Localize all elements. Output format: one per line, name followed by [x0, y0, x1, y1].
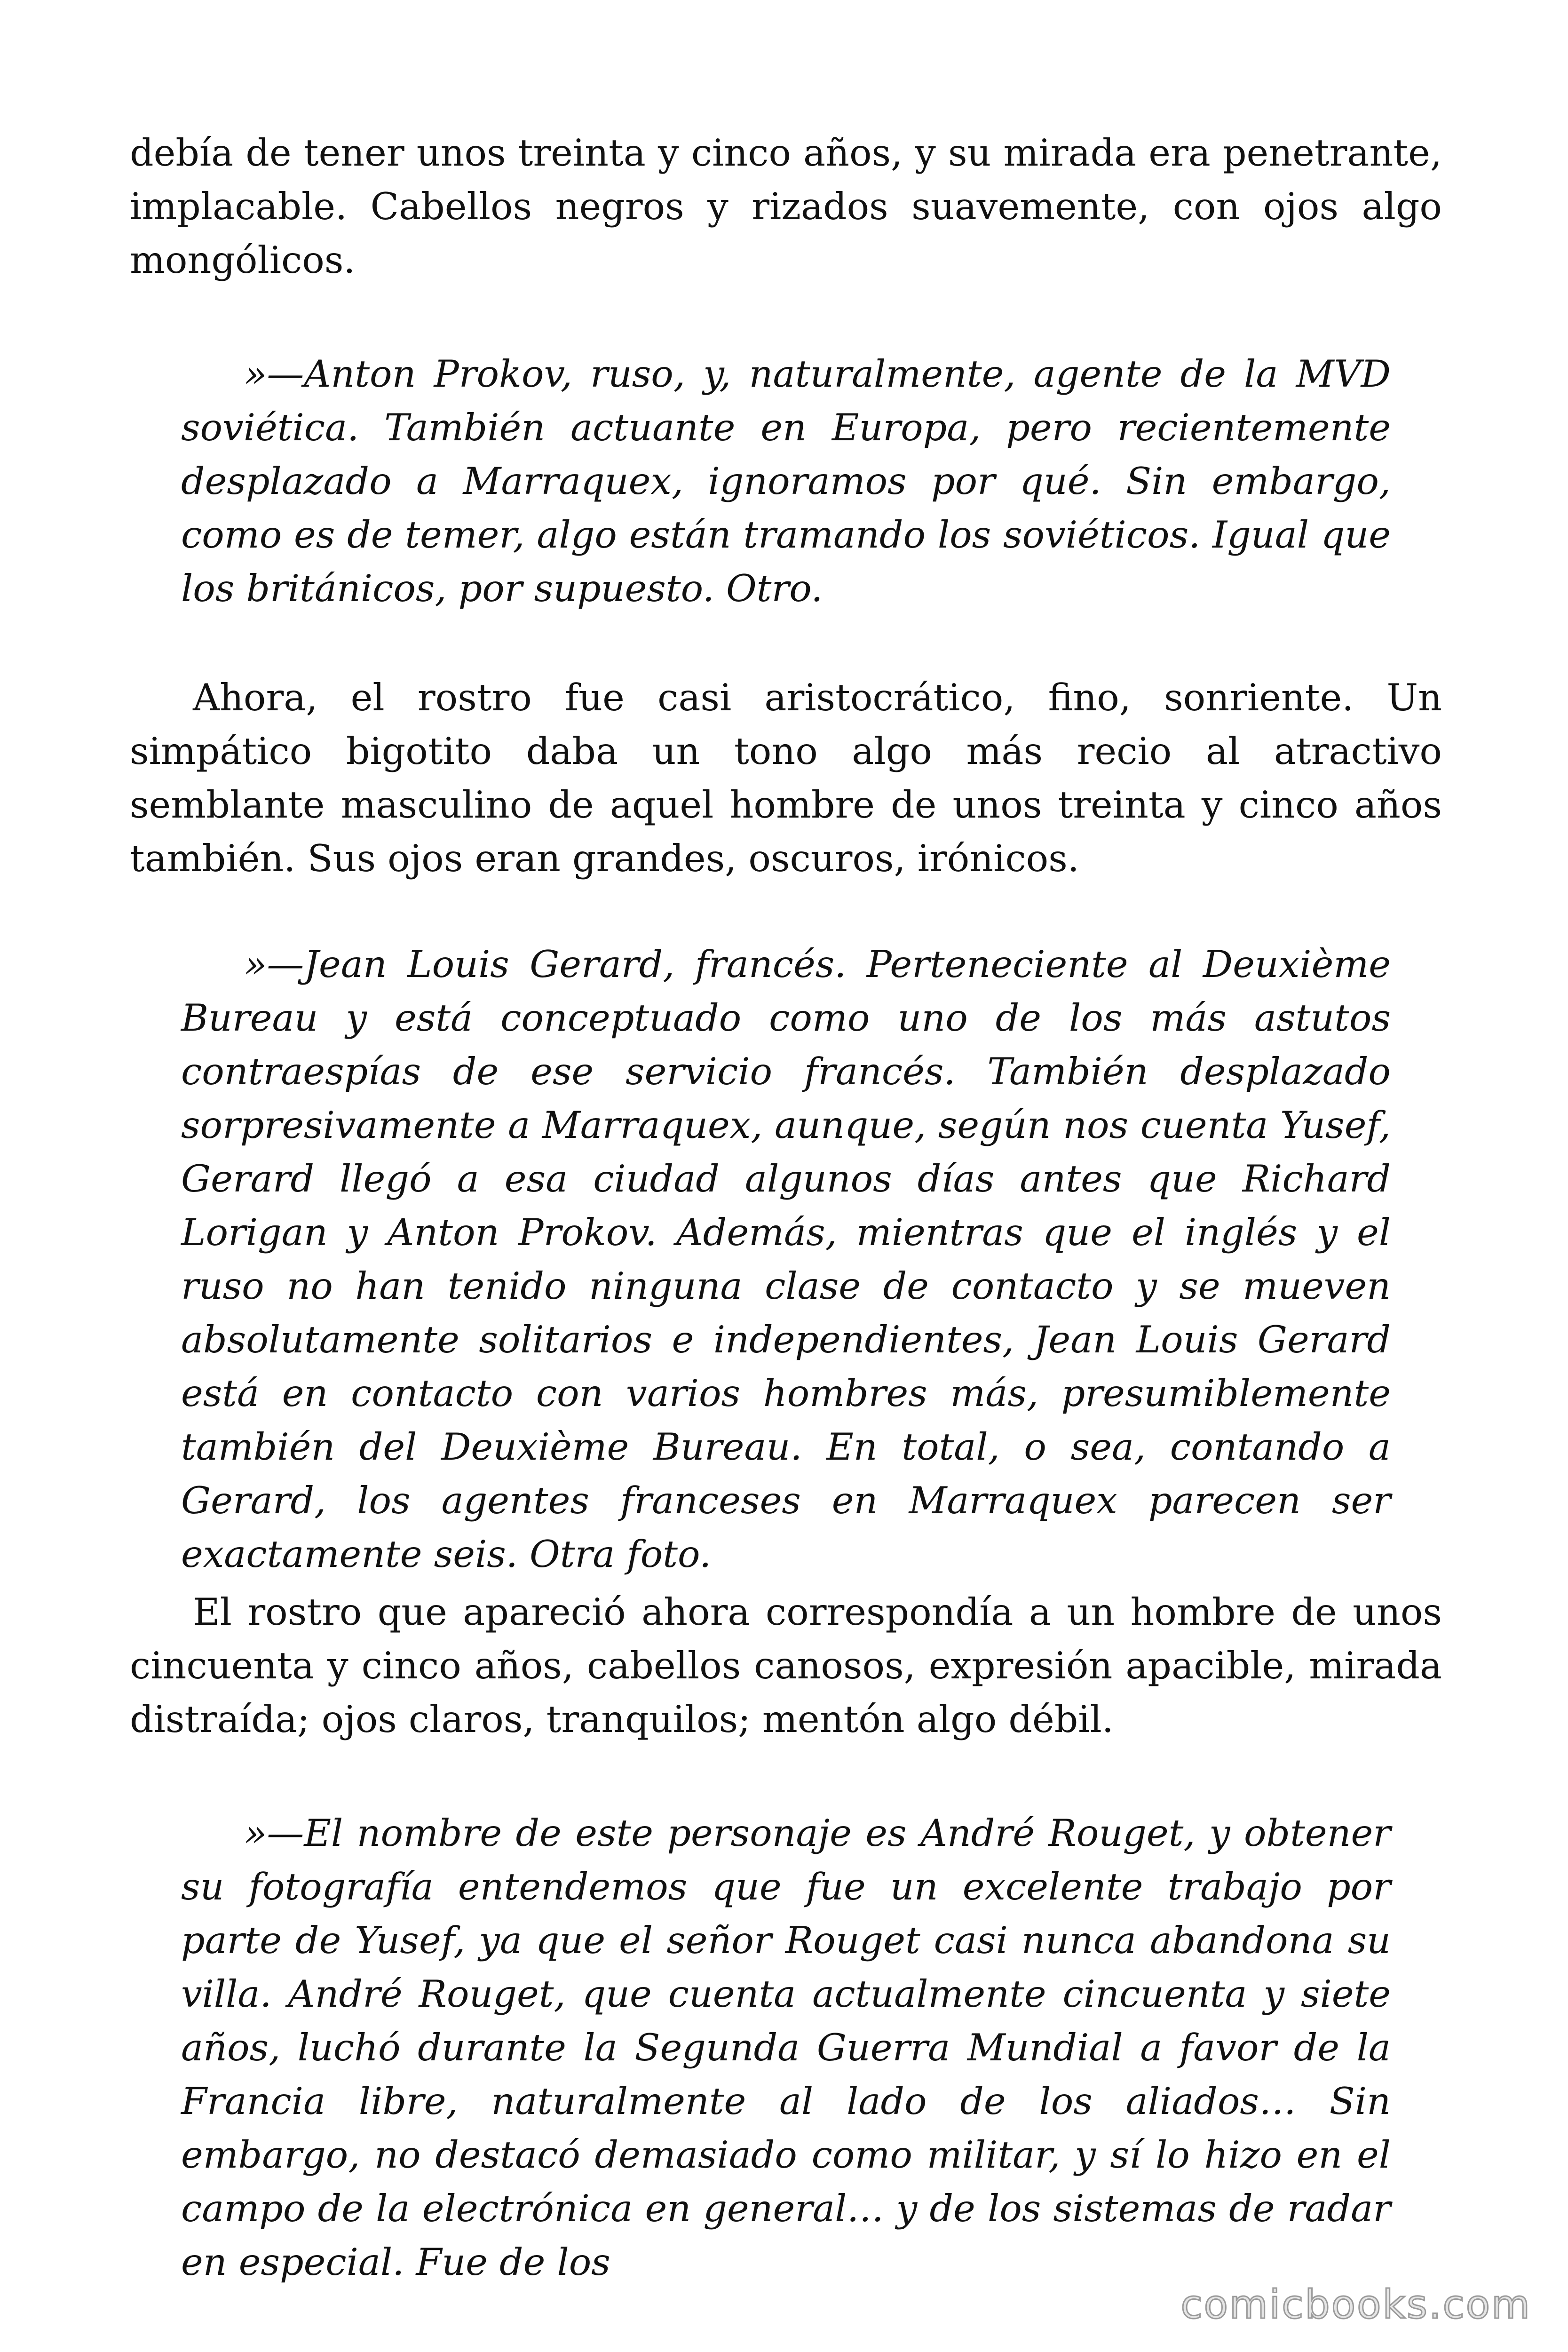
quoted-report-paragraph: »—El nombre de este personaje es André Rouget, y obtener su fotografía entendemos que fue un excelente trabajo por parte de Yusef, ya que el señor Rouget casi nunca abandona su villa. André Rouget, que cuenta actualmente cincuenta y siete años, luchó durante la Segunda Guerra Mundial a favor de la Francia libre, naturalmente al lado de los aliados… Sin embargo, no destacó demasiado como militar, y sí lo hizo en el campo de la electrónica en general… y de los sistemas de radar en especial. Fue de los: [181, 1812, 1391, 2284]
quoted-report-paragraph: »—Jean Louis Gerard, francés. Perteneciente al Deuxième Bureau y está conceptuado como uno de los más astutos contraespías de ese servicio francés. También desplazado sorpresivamente a Marraquex, aunque, según nos cuenta Yusef, Gerard llegó a esa ciudad algunos días antes que Richard Lorigan y Anton Prokov. Además, mientras que el inglés y el ruso no han tenido ninguna clase de contacto y se mueven absolutamente solitarios e independientes, Jean Louis Gerard está en contacto con varios hombres más, presumiblemente también del Deuxième Bureau. En total, o sea, contando a Gerard, los agentes franceses en Marraquex parecen ser exactamente seis. Otra foto.: [181, 943, 1391, 1576]
narrative-paragraph: Ahora, el rostro fue casi aristocrático, fino, sonriente. Un simpático bigotito daba un tono algo más recio al atractivo semblante masculino de aquel hombre de unos treinta y cinco años también. Sus ojos eran grandes, oscuros, irónicos.: [130, 676, 1442, 880]
watermark-logo: comicbooks.com: [1180, 2281, 1531, 2328]
narrative-paragraph: El rostro que apareció ahora correspondía a un hombre de unos cincuenta y cinco años, cabellos canosos, expresión apacible, mirada distraída; ojos claros, tranquilos; mentón algo débil.: [130, 1590, 1442, 1741]
quoted-report-paragraph: »—Anton Prokov, ruso, y, naturalmente, agente de la MVD soviética. También actuante en Europa, pero recientemente desplazado a Marraquex, ignoramos por qué. Sin embargo, como es de temer, algo están tramando los soviéticos. Igual que los británicos, por supuesto. Otro.: [181, 352, 1391, 610]
narrative-paragraph: debía de tener unos treinta y cinco años, y su mirada era penetrante, implacable. Cabellos negros y rizados suavemente, con ojos algo mongólicos.: [130, 131, 1442, 282]
